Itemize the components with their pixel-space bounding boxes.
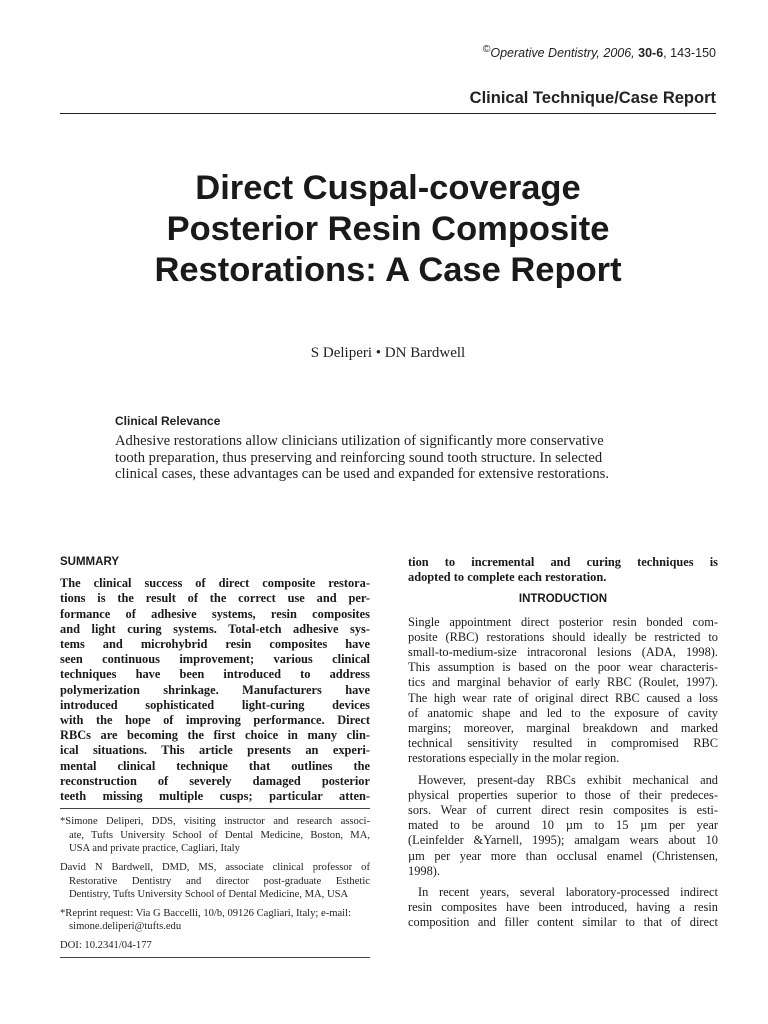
summary-line: techniques have been introduced to address [60, 667, 370, 682]
summary-line: tion to incremental and curing techniques is [408, 555, 718, 569]
footnote [60, 907, 370, 934]
summary-line: adopted to complete each restoration. [408, 570, 607, 585]
reprint-email: simone.deliperi@tufts.edu [69, 921, 182, 933]
article-title [60, 168, 716, 291]
body-line: of anatomic shape and led to the exposure of cavity [408, 705, 718, 720]
body-line: small-to-medium-size intracoronal lesions (ADA, 1998). [408, 645, 718, 660]
summary-line: teeth missing multiple cusps; particular atten- [60, 789, 370, 804]
summary-line: reconstruction of severely damaged posterior [60, 773, 370, 788]
footnote-line: David N Bardwell, DMD, MS, associate clinical professor of [60, 862, 370, 874]
relevance-line: tooth preparation, thus preserving and reinforcing sound tooth structure. In selected [115, 449, 603, 466]
body-line: This assumption is based on the poor wear characteris- [408, 660, 718, 675]
footnote-line: *Simone Deliperi, DDS, visiting instructor and research associ- [60, 816, 370, 828]
summary-line: tems and microhybrid resin composites have [60, 637, 370, 652]
footnote-line: *Reprint request: Via G Baccelli, 10/b, 09126 Cagliari, Italy; e-mail: [60, 907, 352, 919]
summary-line: formance of adhesive systems, resin composites [60, 606, 370, 621]
article-type-label: Clinical Technique/Case Report [469, 89, 716, 107]
summary-abstract [60, 576, 370, 804]
body-line: mated to be around 10 µm to 15 µm per year [408, 818, 718, 833]
summary-line: introduced sophisticated light-curing devices [60, 697, 370, 712]
summary-line: ical situations. This article presents an experi- [60, 743, 370, 758]
summary-continuation [408, 555, 718, 585]
intro-paragraph [408, 885, 718, 931]
body-line: technical sensitivity resulted in compromised RBC [408, 736, 718, 751]
body-line: 1998). [408, 863, 441, 878]
journal-pages: , 143-150 [663, 46, 716, 61]
body-line: However, present-day RBCs exhibit mechanical and [418, 772, 718, 787]
body-line: composition and filler content similar to that of direct [408, 915, 718, 930]
footnote [60, 861, 370, 902]
title-line: Restorations: A Case Report [154, 251, 622, 289]
summary-line: with the hope of improving performance. Direct [60, 713, 370, 728]
journal-volume: 30-6 [638, 46, 664, 61]
footnote-line: USA and private practice, Cagliari, Italy [69, 843, 240, 855]
author-footnotes [60, 815, 370, 952]
summary-line: mental clinical technique that outlines the [60, 758, 370, 773]
left-column [60, 555, 370, 958]
clinical-relevance-text [115, 433, 675, 483]
introduction-heading: INTRODUCTION [518, 593, 608, 606]
summary-line: The clinical success of direct composite restora- [60, 576, 370, 591]
body-line: resin composites have been introduced, having a resin [408, 900, 718, 915]
body-line: margins; moreover, marginal breakdown and marked [408, 721, 718, 736]
clinical-relevance-heading: Clinical Relevance [115, 414, 221, 428]
body-line: (Leinfelder &Yarnell, 1995); amalgam wears about 10 [408, 833, 718, 848]
intro-paragraph [408, 773, 718, 879]
footnote-end-divider [60, 957, 370, 958]
footnote-line: Dentistry, Tufts University School of Dental Medicine, MA, USA [69, 889, 349, 901]
footnote [60, 939, 370, 953]
footnote-line: Restorative Dentistry and director post-graduate Esthetic [69, 875, 370, 887]
doi-line: DOI: 10.2341/04-177 [60, 940, 152, 951]
body-line: µm per year more than occlusal enamel (Christensen, [408, 848, 718, 863]
body-line: restorations especially in the molar region. [408, 751, 620, 766]
intro-paragraph [408, 615, 718, 767]
title-line: Posterior Resin Composite [166, 210, 610, 248]
summary-heading: SUMMARY [60, 556, 119, 568]
body-line: physical properties superior to those of their predeces- [408, 787, 718, 802]
body-line: tics and marginal behavior of early RBC (Roulet, 1997). [408, 675, 718, 690]
title-line: Direct Cuspal-coverage [195, 169, 581, 207]
summary-line: and light curing systems. Total-etch adhesive sys- [60, 621, 370, 636]
summary-line: seen continuous improvement; various clinical [60, 652, 370, 667]
body-line: posite (RBC) restorations should ideally be restricted to [408, 629, 718, 644]
copyright-symbol: © [482, 44, 491, 55]
body-line: sors. Wear of current direct resin composites is esti- [408, 803, 718, 818]
summary-line: polymerization shrinkage. Manufacturers have [60, 682, 370, 697]
body-line: In recent years, several laboratory-processed indirect [418, 885, 718, 900]
journal-citation [483, 44, 716, 60]
journal-name: Operative Dentistry, 2006, [490, 46, 635, 61]
footnote-divider [60, 808, 370, 809]
relevance-line: Adhesive restorations allow clinicians utilization of significantly more conservative [115, 433, 604, 449]
summary-line: RBCs are becoming the first choice in many clin- [60, 728, 370, 743]
author-list: S Deliperi • DN Bardwell [310, 345, 466, 361]
footnote [60, 815, 370, 856]
header-divider [60, 113, 716, 114]
summary-line: tions is the result of the correct use and per- [60, 591, 370, 606]
body-line: Single appointment direct posterior resin bonded com- [408, 614, 718, 629]
relevance-line: clinical cases, these advantages can be used and expanded for extensive restorations. [115, 466, 609, 483]
body-line: The high wear rate of original direct RBC caused a loss [408, 690, 718, 705]
footnote-line: ate, Tufts University School of Dental Medicine, Boston, MA, [69, 829, 370, 841]
right-column [408, 555, 718, 937]
